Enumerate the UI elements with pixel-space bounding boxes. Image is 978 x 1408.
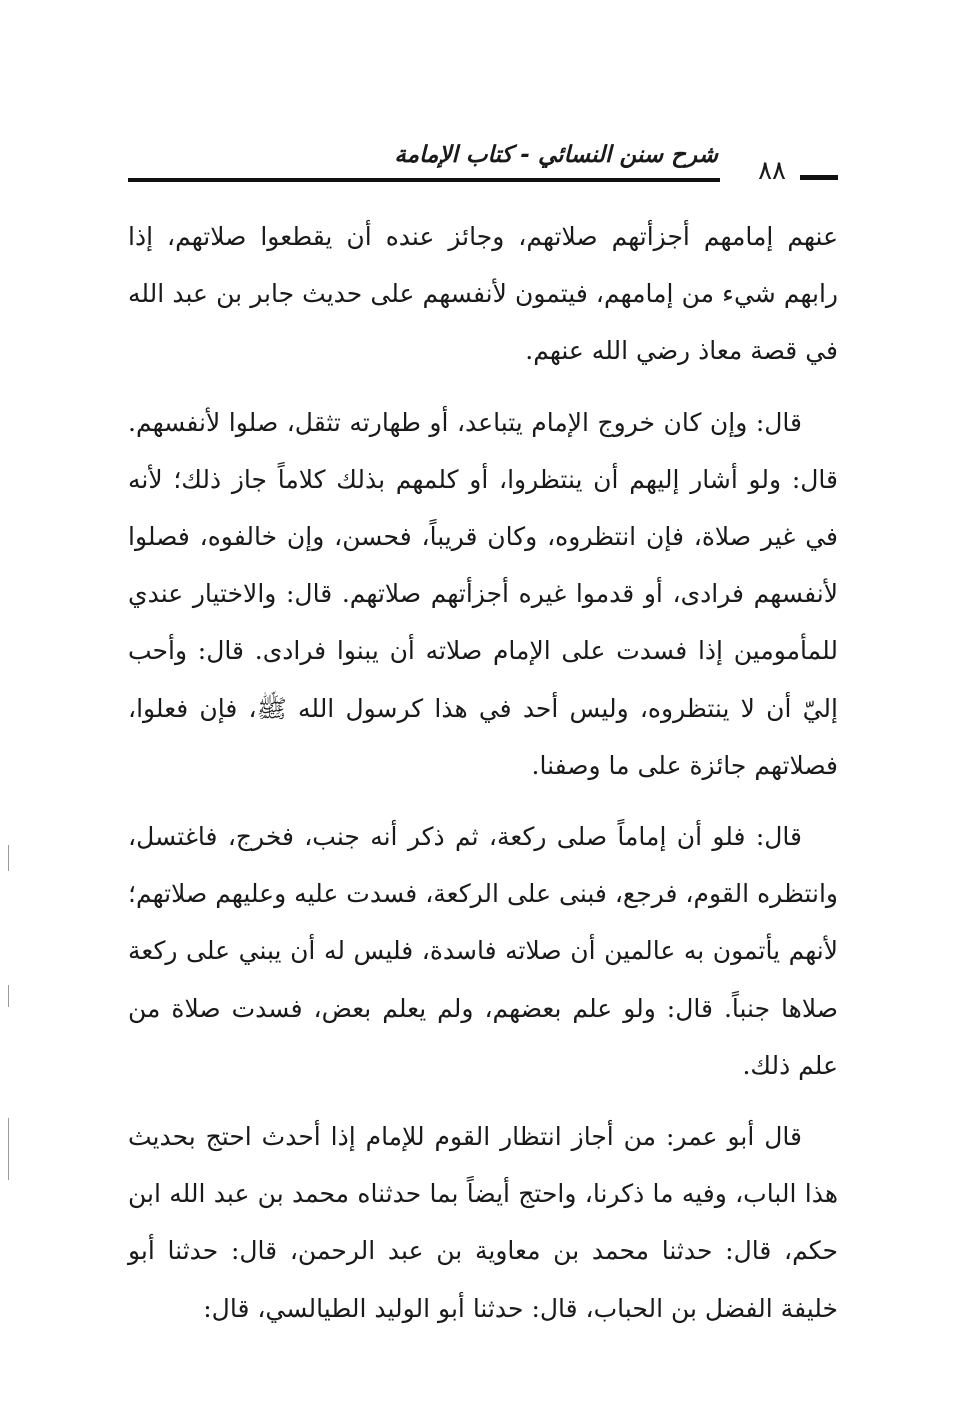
paragraph-4 <box>128 1108 838 1337</box>
paragraph-3-text: قال: فلو أن إماماً صلى ركعة، ثم ذكر أنه جنب، فخرج، فاغتسل، وانتظره القوم، فرجع، فبنى على الركعة، فسدت عليه وعليهم صلاتهم؛ لأنهم يأتمون به عالمين أن صلاته فاسدة، فليس له أن يبني على ركعة صلاها جنباً. قال: ولو علم بعضهم، ولم يعلم بعض، فسدت صلاة من علم ذلك. <box>128 822 838 1080</box>
header-rule <box>128 178 720 182</box>
paragraph-1 <box>128 208 838 380</box>
page-number-dash <box>800 175 838 180</box>
scan-margin-mark <box>8 845 9 871</box>
paragraph-2 <box>128 394 838 794</box>
header-title: شرح سنن النسائي - كتاب الإمامة <box>394 142 718 168</box>
body-text <box>128 208 838 1337</box>
running-header <box>128 140 838 190</box>
page-number: ٨٨ <box>758 156 786 186</box>
paragraph-4-text: قال أبو عمر: من أجاز انتظار القوم للإمام إذا أحدث احتج بحديث هذا الباب، وفيه ما ذكرنا، واحتج أيضاً بما حدثناه محمد بن عبد الله ابن حكم، قال: حدثنا محمد بن معاوية بن عبد الرحمن، قال: حدثنا أبو خليفة الفضل بن الحباب، قال: حدثنا أبو الوليد الطيالسي، قال: <box>128 1122 838 1323</box>
scan-margin-mark <box>8 985 9 1007</box>
paragraph-1-text: عنهم إمامهم أجزأتهم صلاتهم، وجائز عنده أن يقطعوا صلاتهم، إذا رابهم شيء من إمامهم، فيتمون لأنفسهم على حديث جابر بن عبد الله في قصة معاذ رضي الله عنهم. <box>128 222 838 366</box>
scan-margin-mark <box>8 1118 9 1180</box>
paragraph-2-text: قال: وإن كان خروج الإمام يتباعد، أو طهارته تثقل، صلوا لأنفسهم. قال: ولو أشار إليهم أن ينتظروا، أو كلمهم بذلك كلاماً جاز ذلك؛ لأنه في غير صلاة، فإن انتظروه، وكان قريباً، فحسن، وإن خالفوه، فصلوا لأنفسهم فرادى، أو قدموا غيره أجزأتهم صلاتهم. قال: والاختيار عندي للمأمومين إذا فسدت على الإمام صلاته أن يبنوا فرادى. قال: وأحب إليّ أن لا ينتظروه، وليس أحد في هذا كرسول الله ﷺ، فإن فعلوا، فصلاتهم جائزة على ما وصفنا. <box>128 407 838 780</box>
paragraph-3 <box>128 808 838 1094</box>
